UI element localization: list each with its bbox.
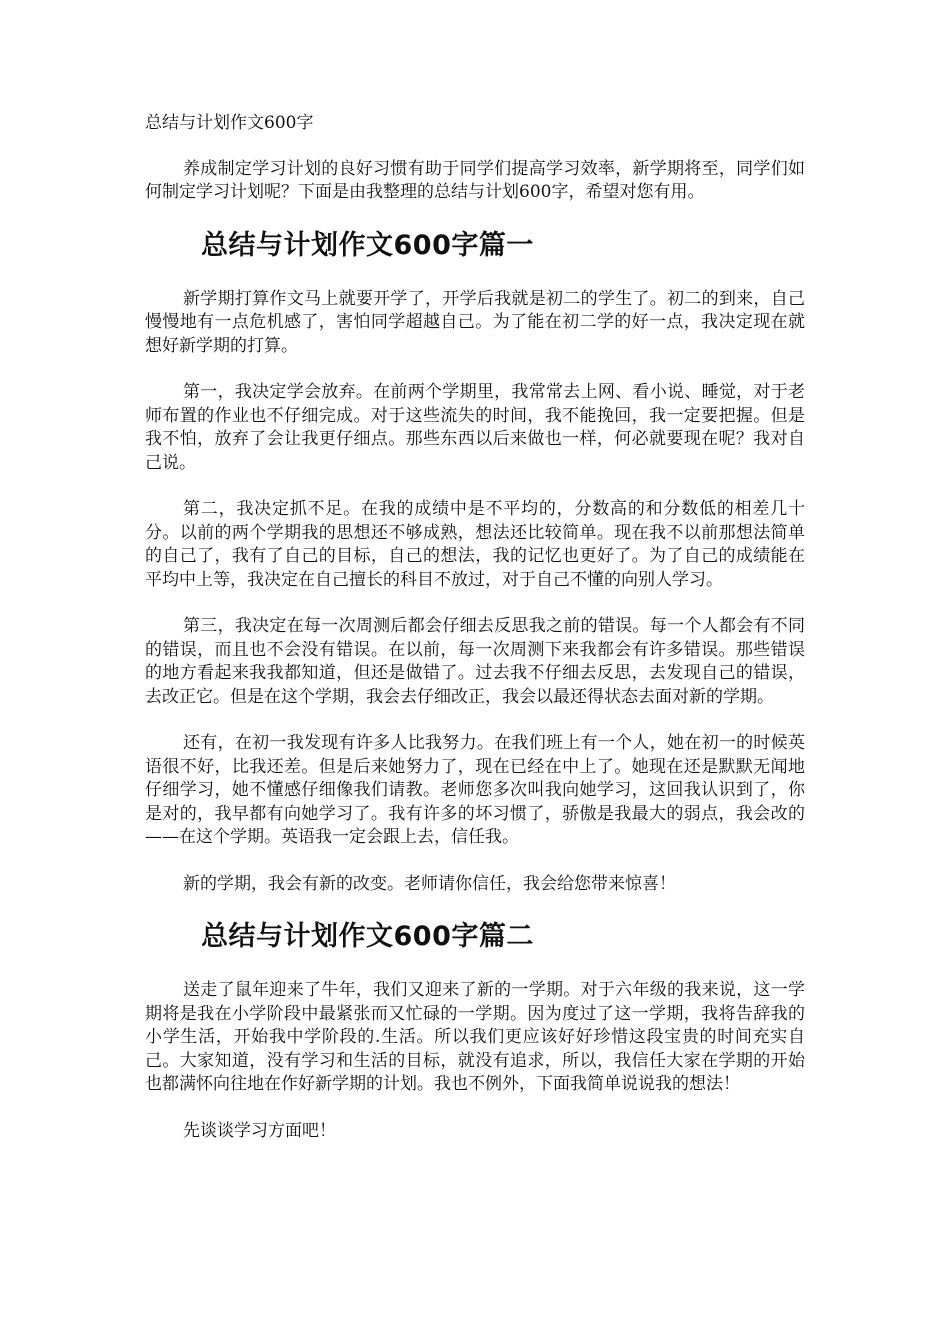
body-paragraph: 第二，我决定抓不足。在我的成绩中是不平均的，分数高的和分数低的相差几十分。以前的两个学期我的思想还不够成熟，想法还比较简单。现在我不以前那想法简单的自己了，我有了自己的目标，自己的想法，我的记忆也更好了。为了自己的成绩能在平均中上等，我决定在自己擅长的科目不放过，对于自己不懂的向别人学习。 (145, 499, 805, 590)
document-title: 总结与计划作文600字 (145, 113, 314, 133)
document-page (145, 112, 805, 1166)
body-paragraph: 新的学期，我会有新的改变。老师请你信任，我会给您带来惊喜！ (183, 873, 676, 894)
section-heading: 总结与计划作文600字篇二 (201, 921, 534, 952)
body-paragraph: 送走了鼠年迎来了牛年，我们又迎来了新的一学期。对于六年级的我来说，这一学期将是我在小学阶段中最紧张而又忙碌的一学期。因为度过了这一学期，我将告辞我的小学生活，开始我中学阶段的.生活。所以我们更应该好好珍惜这段宝贵的时间充实自己。大家知道，没有学习和生活的目标，就没有追求，所以，我信任大家在学期的开始也都满怀向往地在作好新学期的计划。我也不例外，下面我简单说说我的想法！ (145, 980, 805, 1094)
body-paragraph: 还有，在初一我发现有许多人比我努力。在我们班上有一个人，她在初一的时候英语很不好，比我还差。但是后来她努力了，现在已经在中上了。她现在还是默默无闻地仔细学习，她不懂感仔细像我们请教。老师您多次叫我向她学习，这回我认识到了，你是对的，我早都有向她学习了。我有许多的坏习惯了，骄傲是我最大的弱点，我会改的——在这个学期。英语我一定会跟上去，信任我。 (145, 733, 805, 847)
body-paragraph: 先谈谈学习方面吧！ (183, 1120, 336, 1141)
intro-paragraph: 养成制定学习计划的良好习惯有助于同学们提高学习效率，新学期将至，同学们如何制定学习计划呢？下面是由我整理的总结与计划600字，希望对您有用。 (145, 158, 805, 202)
body-paragraph: 新学期打算作文马上就要开学了，开学后我就是初二的学生了。初二的到来，自己慢慢地有一点危机感了，害怕同学超越自己。为了能在初二学的好一点，我决定现在就想好新学期的打算。 (145, 288, 805, 356)
body-paragraph: 第一，我决定学会放弃。在前两个学期里，我常常去上网、看小说、睡觉，对于老师布置的作业也不仔细完成。对于这些流失的时间，我不能挽回，我一定要把握。但是我不怕，放弃了会让我更仔细点。那些东西以后来做也一样，何必就要现在呢？我对自己说。 (145, 382, 805, 473)
section-heading: 总结与计划作文600字篇一 (201, 229, 534, 261)
body-paragraph: 第三，我决定在每一次周测后都会仔细去反思我之前的错误。每一个人都会有不同的错误，而且也不会没有错误。在以前，每一次周测下来我都会有许多错误。那些错误的地方看起来我我都知道，但还是做错了。过去我不仔细去反思，去发现自己的错误，去改正它。但是在这个学期，我会去仔细改正，我会以最还得状态去面对新的学期。 (145, 616, 805, 707)
